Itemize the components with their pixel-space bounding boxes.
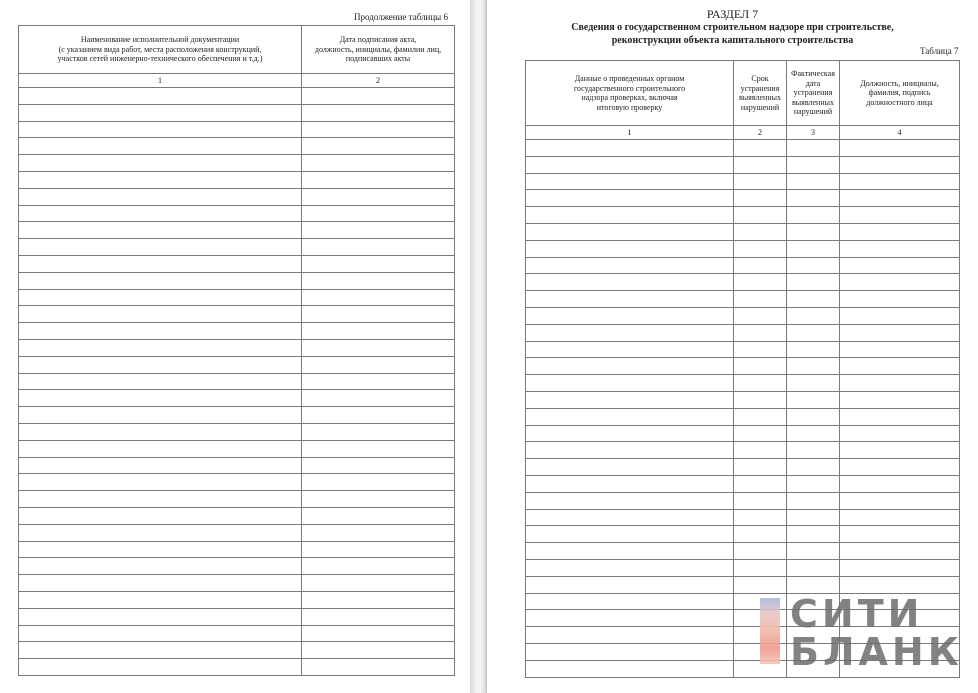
blank-table-cell (787, 324, 840, 341)
blank-table-row (526, 341, 960, 358)
blank-table-cell (19, 255, 302, 272)
blank-table-row (19, 491, 455, 508)
blank-table-row (19, 608, 455, 625)
blank-table-row (526, 358, 960, 375)
blank-table-cell (526, 375, 734, 392)
blank-table-cell (526, 207, 734, 224)
blank-table-cell (840, 559, 960, 576)
blank-table-cell (734, 526, 787, 543)
blank-table-row (526, 459, 960, 476)
column-header-actual-date (787, 61, 840, 126)
blank-table-row (19, 188, 455, 205)
blank-table-cell (302, 558, 455, 575)
blank-table-row (19, 138, 455, 155)
blank-table-cell (19, 272, 302, 289)
blank-table-cell (840, 223, 960, 240)
blank-table-row (19, 591, 455, 608)
blank-table-row (19, 575, 455, 592)
section-title-line-2: реконструкции объекта капитального строительства (611, 35, 854, 46)
blank-table-cell (840, 324, 960, 341)
blank-table-cell (19, 373, 302, 390)
blank-table-cell (302, 642, 455, 659)
column-header-signing-date (302, 26, 455, 74)
blank-table-row (526, 509, 960, 526)
blank-table-cell (787, 459, 840, 476)
blank-table-cell (840, 425, 960, 442)
blank-table-cell (734, 341, 787, 358)
header-line: Срок (751, 74, 769, 83)
blank-table-cell (787, 526, 840, 543)
site-logo (760, 592, 963, 674)
blank-table-cell (302, 88, 455, 105)
blank-table-cell (840, 576, 960, 593)
blank-table-cell (787, 358, 840, 375)
header-line: Фактическая (791, 69, 835, 79)
blank-table-cell (526, 509, 734, 526)
blank-table-cell (734, 140, 787, 157)
blank-table-row (526, 291, 960, 308)
blank-table-cell (734, 425, 787, 442)
blank-table-row (19, 121, 455, 138)
blank-table-cell (526, 156, 734, 173)
blank-table-row (526, 425, 960, 442)
blank-table-row (19, 440, 455, 457)
blank-table-cell (840, 375, 960, 392)
blank-table-cell (302, 104, 455, 121)
blank-table-cell (840, 526, 960, 543)
blank-table-cell (19, 423, 302, 440)
column-header-official (840, 61, 960, 126)
blank-table-cell (19, 507, 302, 524)
blank-table-row (526, 375, 960, 392)
blank-table-cell (526, 291, 734, 308)
blank-table-cell (787, 492, 840, 509)
blank-table-cell (526, 173, 734, 190)
blank-table-cell (19, 591, 302, 608)
blank-table-cell (302, 575, 455, 592)
blank-table-row (526, 240, 960, 257)
blank-table-cell (840, 459, 960, 476)
blank-table-row (19, 457, 455, 474)
blank-table-cell (787, 475, 840, 492)
blank-table-cell (526, 492, 734, 509)
blank-table-row (526, 442, 960, 459)
blank-table-row (19, 423, 455, 440)
column-number: 3 (787, 126, 840, 140)
blank-table-row (19, 222, 455, 239)
blank-table-row (19, 104, 455, 121)
blank-table-cell (302, 390, 455, 407)
blank-table-cell (19, 625, 302, 642)
blank-table-cell (840, 156, 960, 173)
blank-table-row (19, 390, 455, 407)
blank-table-cell (526, 643, 734, 660)
column-header-inspections (526, 61, 734, 126)
blank-table-row (19, 407, 455, 424)
blank-table-cell (526, 660, 734, 677)
blank-table-row (526, 274, 960, 291)
blank-table-row (19, 524, 455, 541)
header-line: Данные о проведенных органом (574, 74, 685, 83)
blank-table-cell (840, 475, 960, 492)
blank-table-cell (19, 608, 302, 625)
blank-table-cell (19, 104, 302, 121)
blank-table-row (19, 272, 455, 289)
blank-table-cell (19, 440, 302, 457)
blank-table-cell (302, 272, 455, 289)
blank-table-cell (840, 307, 960, 324)
blank-table-cell (526, 358, 734, 375)
blank-table-row (526, 576, 960, 593)
blank-table-row (526, 223, 960, 240)
blank-table-cell (526, 391, 734, 408)
blank-table-cell (840, 442, 960, 459)
header-line: государственного строительного (573, 83, 686, 93)
blank-table-cell (526, 341, 734, 358)
blank-table-row (19, 171, 455, 188)
blank-table-cell (19, 491, 302, 508)
blank-table-cell (302, 491, 455, 508)
column-header-deadline (734, 61, 787, 126)
blank-table-cell (526, 240, 734, 257)
logo-color-bar (760, 598, 780, 664)
table-continuation-caption: Продолжение таблицы 6 (354, 12, 448, 22)
header-line: Дата подписания акта, (339, 35, 417, 45)
header-line: дата (805, 78, 821, 88)
blank-table-cell (787, 408, 840, 425)
blank-table-cell (19, 407, 302, 424)
blank-table-cell (302, 222, 455, 239)
blank-table-cell (787, 543, 840, 560)
blank-table-cell (19, 575, 302, 592)
blank-table-cell (526, 610, 734, 627)
blank-table-cell (787, 442, 840, 459)
blank-table-cell (19, 306, 302, 323)
blank-table-row (526, 140, 960, 157)
header-line: фамилия, подпись (868, 88, 931, 98)
header-line: Должность, инициалы, (860, 78, 939, 88)
blank-table-row (19, 339, 455, 356)
column-number-row (19, 74, 455, 88)
blank-table-cell (526, 442, 734, 459)
blank-table-cell (787, 257, 840, 274)
blank-table-cell (526, 526, 734, 543)
blank-table-cell (734, 207, 787, 224)
blank-table-row (526, 173, 960, 190)
blank-table-row (19, 239, 455, 256)
blank-table-cell (526, 140, 734, 157)
blank-table-cell (840, 257, 960, 274)
blank-table-cell (19, 205, 302, 222)
section-heading: РАЗДЕЛ 7 (706, 7, 759, 21)
right-page (487, 0, 978, 693)
blank-table-cell (787, 307, 840, 324)
blank-table-row (19, 373, 455, 390)
blank-table-cell (787, 156, 840, 173)
blank-table-cell (840, 391, 960, 408)
blank-table-row (19, 474, 455, 491)
blank-table-cell (787, 559, 840, 576)
blank-table-cell (19, 642, 302, 659)
blank-table-cell (840, 173, 960, 190)
header-line: устранения (793, 88, 833, 98)
blank-table-row (19, 659, 455, 676)
blank-table-cell (302, 356, 455, 373)
blank-table-cell (302, 188, 455, 205)
blank-table-cell (734, 391, 787, 408)
blank-table-cell (787, 223, 840, 240)
book-gutter (470, 0, 487, 693)
blank-table-cell (526, 627, 734, 644)
blank-table-cell (734, 257, 787, 274)
blank-table-cell (526, 307, 734, 324)
blank-table-cell (787, 274, 840, 291)
blank-table-cell (787, 375, 840, 392)
blank-table-cell (840, 207, 960, 224)
blank-table-cell (19, 121, 302, 138)
blank-table-cell (734, 408, 787, 425)
column-number: 1 (19, 74, 302, 88)
blank-table-row (19, 541, 455, 558)
column-number-row (526, 126, 960, 140)
blank-table-cell (526, 190, 734, 207)
blank-table-cell (19, 138, 302, 155)
left-page (0, 0, 470, 693)
blank-table-cell (302, 507, 455, 524)
blank-table-cell (787, 576, 840, 593)
header-line: должностного лица (866, 97, 933, 107)
column-number: 4 (840, 126, 960, 140)
blank-table-cell (526, 475, 734, 492)
blank-table-cell (19, 323, 302, 340)
blank-table-cell (302, 205, 455, 222)
table-header-row (19, 26, 455, 74)
blank-table-cell (19, 289, 302, 306)
blank-table-cell (302, 608, 455, 625)
blank-table-cell (840, 274, 960, 291)
header-line: подписавших акты (345, 54, 411, 64)
blank-table-cell (302, 474, 455, 491)
blank-table-row (19, 356, 455, 373)
blank-table-cell (19, 171, 302, 188)
blank-table-cell (840, 408, 960, 425)
blank-table-cell (526, 274, 734, 291)
blank-table-row (526, 408, 960, 425)
blank-table-cell (19, 524, 302, 541)
blank-table-cell (734, 475, 787, 492)
table-caption: Таблица 7 (920, 46, 959, 56)
blank-table-cell (302, 121, 455, 138)
column-header-documentation (19, 26, 302, 74)
blank-table-cell (840, 291, 960, 308)
header-line: нарушений (793, 107, 833, 117)
blank-table-cell (734, 375, 787, 392)
blank-table-cell (302, 524, 455, 541)
blank-table-cell (19, 390, 302, 407)
blank-table-cell (19, 558, 302, 575)
blank-table-cell (19, 457, 302, 474)
blank-table-cell (734, 459, 787, 476)
blank-table-cell (302, 171, 455, 188)
blank-table-cell (19, 339, 302, 356)
blank-table-cell (734, 509, 787, 526)
blank-table-cell (787, 190, 840, 207)
blank-table-row (19, 155, 455, 172)
blank-table-row (19, 88, 455, 105)
header-line: участков сетей инженерно-технического обеспечения и т.д.) (57, 54, 263, 64)
blank-table-cell (302, 323, 455, 340)
blank-table-cell (302, 625, 455, 642)
blank-table-cell (787, 341, 840, 358)
blank-table-cell (302, 255, 455, 272)
blank-table-row (19, 323, 455, 340)
blank-table-cell (787, 240, 840, 257)
blank-table-row (19, 642, 455, 659)
blank-table-cell (734, 274, 787, 291)
blank-table-cell (302, 289, 455, 306)
blank-table-row (526, 324, 960, 341)
blank-table-cell (526, 459, 734, 476)
blank-table-cell (734, 442, 787, 459)
blank-table-cell (526, 223, 734, 240)
blank-table-cell (734, 307, 787, 324)
blank-table-cell (526, 324, 734, 341)
header-line: устранения (740, 83, 780, 93)
blank-table-cell (302, 591, 455, 608)
blank-table-cell (302, 155, 455, 172)
blank-table-row (526, 156, 960, 173)
blank-table-row (526, 257, 960, 274)
logo-text-line-1: СИТИ (790, 592, 924, 636)
blank-table-cell (302, 306, 455, 323)
blank-table-row (526, 391, 960, 408)
blank-table-cell (302, 541, 455, 558)
blank-table-cell (302, 407, 455, 424)
blank-table-row (526, 475, 960, 492)
blank-table-cell (19, 659, 302, 676)
header-line: должность, инициалы, фамилии лиц, (314, 44, 442, 54)
table-6-continuation (18, 25, 455, 676)
blank-table-cell (840, 492, 960, 509)
blank-table-cell (840, 341, 960, 358)
blank-table-row (19, 507, 455, 524)
blank-table-cell (734, 358, 787, 375)
blank-table-cell (787, 173, 840, 190)
blank-table-cell (734, 492, 787, 509)
blank-table-cell (734, 576, 787, 593)
blank-table-cell (734, 156, 787, 173)
column-number: 1 (526, 126, 734, 140)
blank-table-cell (302, 239, 455, 256)
blank-table-cell (19, 222, 302, 239)
blank-table-row (19, 306, 455, 323)
header-line: итоговую проверку (596, 102, 663, 112)
blank-table-cell (302, 373, 455, 390)
blank-table-cell (734, 190, 787, 207)
blank-table-cell (302, 339, 455, 356)
blank-table-cell (526, 559, 734, 576)
blank-table-row (526, 492, 960, 509)
table-7 (525, 60, 960, 678)
blank-table-cell (19, 474, 302, 491)
blank-table-row (19, 289, 455, 306)
header-line: выявленных (739, 93, 781, 102)
logo-text-line-2: БЛАНК (790, 630, 963, 674)
blank-table-cell (787, 140, 840, 157)
blank-table-cell (302, 659, 455, 676)
blank-table-cell (734, 543, 787, 560)
blank-table-cell (526, 425, 734, 442)
blank-table-cell (840, 190, 960, 207)
blank-table-cell (787, 391, 840, 408)
blank-table-cell (840, 240, 960, 257)
column-number: 2 (302, 74, 455, 88)
blank-table-row (526, 559, 960, 576)
blank-table-cell (840, 509, 960, 526)
blank-table-cell (302, 138, 455, 155)
blank-table-cell (19, 88, 302, 105)
blank-table-cell (526, 576, 734, 593)
blank-table-cell (787, 207, 840, 224)
blank-table-row (19, 255, 455, 272)
section-title-line-1: Сведения о государственном строительном надзоре при строительстве, (571, 22, 894, 33)
column-number: 2 (734, 126, 787, 140)
header-line: выявленных (792, 97, 834, 107)
blank-table-cell (302, 457, 455, 474)
blank-table-cell (526, 257, 734, 274)
blank-table-cell (787, 509, 840, 526)
blank-table-cell (19, 188, 302, 205)
blank-table-cell (19, 239, 302, 256)
blank-table-cell (302, 423, 455, 440)
blank-table-row (526, 307, 960, 324)
blank-table-row (526, 207, 960, 224)
blank-table-cell (526, 543, 734, 560)
blank-table-cell (734, 240, 787, 257)
blank-table-cell (840, 543, 960, 560)
blank-table-cell (840, 140, 960, 157)
blank-table-cell (526, 408, 734, 425)
blank-table-row (19, 625, 455, 642)
blank-table-cell (840, 358, 960, 375)
blank-table-cell (302, 440, 455, 457)
header-line: Наименование исполнительной документации (80, 35, 240, 45)
header-line: (с указанием вида работ, места расположения конструкций, (58, 44, 262, 54)
blank-table-cell (19, 356, 302, 373)
blank-table-cell (734, 291, 787, 308)
blank-table-row (526, 543, 960, 560)
blank-table-cell (19, 541, 302, 558)
blank-table-cell (526, 593, 734, 610)
blank-table-cell (734, 173, 787, 190)
blank-table-cell (734, 559, 787, 576)
blank-table-row (526, 526, 960, 543)
header-line: надзора проверках, включая (581, 93, 678, 102)
blank-table-cell (787, 291, 840, 308)
blank-table-cell (734, 223, 787, 240)
blank-table-row (19, 558, 455, 575)
blank-table-cell (787, 425, 840, 442)
header-line: нарушений (740, 102, 780, 112)
blank-table-row (19, 205, 455, 222)
blank-table-cell (734, 324, 787, 341)
blank-table-cell (19, 155, 302, 172)
table-header-row (526, 61, 960, 126)
blank-table-row (526, 190, 960, 207)
